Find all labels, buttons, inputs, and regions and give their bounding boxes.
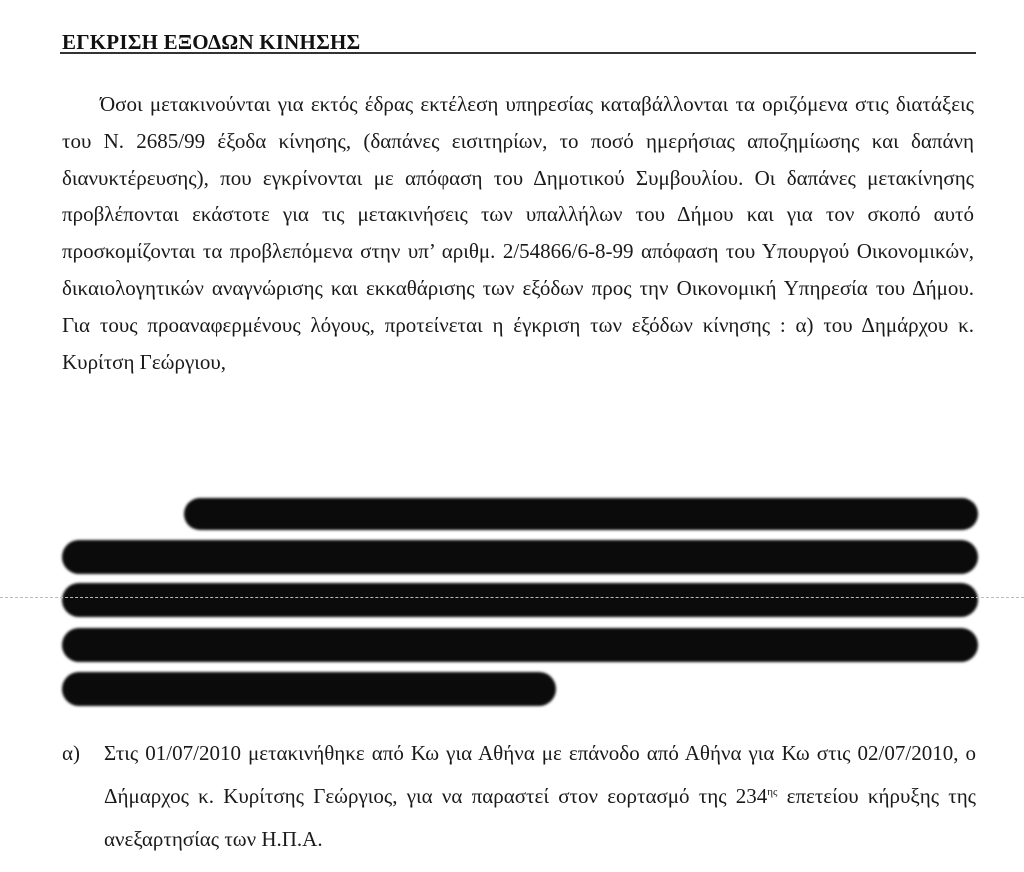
section-heading: ΕΓΚΡΙΣΗ ΕΞΟΔΩΝ ΚΙΝΗΣΗΣ bbox=[62, 30, 361, 54]
redaction-block-4 bbox=[62, 628, 978, 662]
redaction-block-1 bbox=[184, 498, 978, 530]
redaction-block-3 bbox=[62, 583, 978, 617]
list-item-text bbox=[104, 732, 976, 861]
ordinal-superscript: ης bbox=[767, 786, 778, 798]
list-marker: α) bbox=[62, 741, 80, 765]
redaction-block-2 bbox=[62, 540, 978, 574]
item-text-end: επετείου κήρυξης της ανεξαρτησίας των Η.Π.Α. bbox=[104, 784, 976, 851]
heading-underline bbox=[60, 52, 976, 54]
body-paragraph: Όσοι μετακινούνται για εκτός έδρας εκτέλεση υπηρεσίας καταβάλλονται τα οριζόμενα στις διατάξεις του Ν. 2685/99 έξοδα κίνησης, (δαπάνες εισιτηρίων, το ποσό ημερήσιας αποζημίωσης και δαπάνη διανυκτέρευσης), που εγκρίνονται με απόφαση του Δημοτικού Συμβουλίου. Οι δαπάνες μετακίνησης προβλέπονται εκάστοτε για τις μετακινήσεις των υπαλλήλων του Δήμου και για τον σκοπό αυτό προσκομίζονται τα προβλεπόμενα στην υπ’ αριθμ. 2/54866/6-8-99 απόφαση του Υπουργού Οικονομικών, δικαιολογητικών αναγνώρισης και εκκαθάρισης των εξόδων προς την Οικονομική Υπηρεσία του Δήμου. Για τους προαναφερμένους λόγους, προτείνεται η έγκριση των εξόδων κίνησης : α) του Δημάρχου κ. Κυρίτση Γεώργιου, bbox=[62, 92, 974, 374]
scan-artifact-line bbox=[0, 597, 1024, 598]
item-text-main: Στις 01/07/2010 μετακινήθηκε από Κω για Αθήνα με επάνοδο από Αθήνα για Κω στις 02/07/2010, ο Δήμαρχος κ. Κυρίτσης Γεώργιος, για να παραστεί στον εορτασμό της 234 bbox=[104, 741, 976, 808]
redaction-block-5 bbox=[62, 672, 556, 706]
